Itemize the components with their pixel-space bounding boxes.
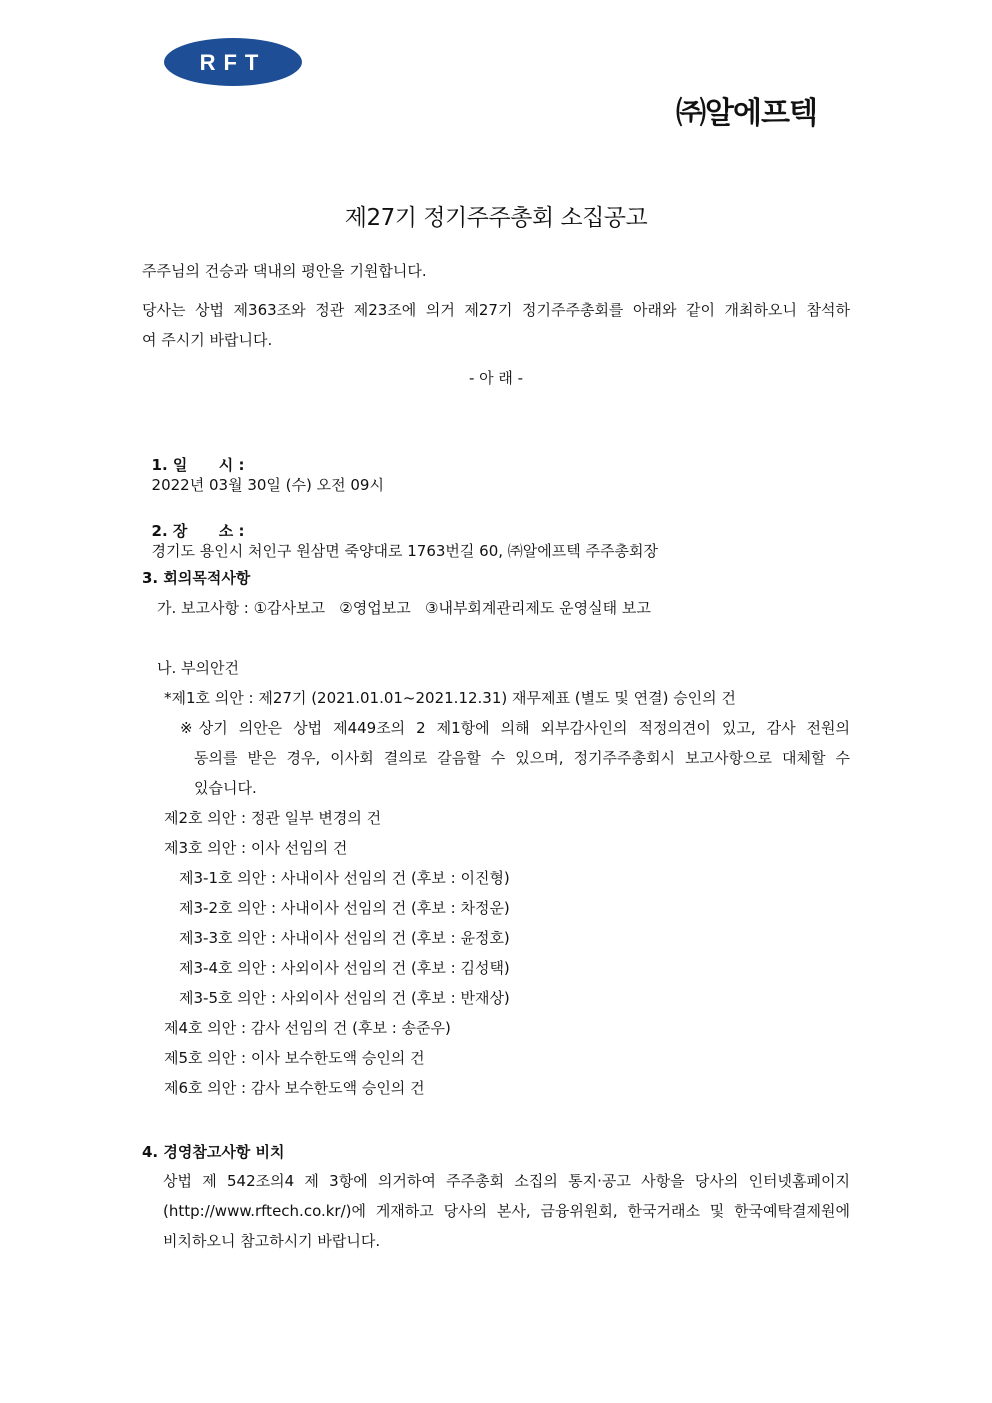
agenda-item-3-4: 제3-4호 의안 : 사외이사 선임의 건 (후보 : 김성택) xyxy=(179,959,510,977)
report-items: 가. 보고사항 : ①감사보고 ②영업보고 ③내부회계관리제도 운영실태 보고 xyxy=(157,599,651,617)
below-marker: - 아 래 - xyxy=(468,369,524,387)
document-title: 제27기 정기주주총회 소집공고 xyxy=(344,205,648,231)
section-1-value: 2022년 03월 30일 (수) 오전 09시 xyxy=(151,476,384,494)
agenda-item-4: 제4호 의안 : 감사 선임의 건 (후보 : 송준우) xyxy=(164,1019,451,1037)
agenda-item-3-5: 제3-5호 의안 : 사외이사 선임의 건 (후보 : 반재상) xyxy=(179,989,510,1007)
section-2-location xyxy=(142,501,658,561)
agenda-item-3-2: 제3-2호 의안 : 사내이사 선임의 건 (후보 : 차정운) xyxy=(179,899,510,917)
section-4-line-3: 비치하오니 참고하시기 바랍니다. xyxy=(163,1232,381,1250)
agenda-item-2: 제2호 의안 : 정관 일부 변경의 건 xyxy=(164,809,382,827)
agenda-note-line-2: 동의를 받은 경우, 이사회 결의로 갈음할 수 있으며, 정기주주총회시 보고사항으로 대체할 수 xyxy=(194,749,850,767)
agenda-note-line-1: ※상기 의안은 상법 제449조의 2 제1항에 의해 외부감사인의 적정의견이 있고, 감사 전원의 xyxy=(180,719,850,737)
agenda-heading: 나. 부의안건 xyxy=(157,659,239,677)
company-name: ㈜알에프텍 xyxy=(676,96,817,131)
agenda-item-6: 제6호 의안 : 감사 보수한도액 승인의 건 xyxy=(164,1079,425,1097)
agenda-item-3-3: 제3-3호 의안 : 사내이사 선임의 건 (후보 : 윤정호) xyxy=(179,929,510,947)
section-4-line-2: (http://www.rftech.co.kr/)에 게재하고 당사의 본사, 금융위원회, 한국거래소 및 한국예탁결제원에 xyxy=(163,1202,850,1220)
section-2-value: 경기도 용인시 처인구 원삼면 죽양대로 1763번길 60, ㈜알에프텍 주주총회장 xyxy=(151,542,658,560)
section-4-line-1: 상법 제 542조의4 제 3항에 의거하여 주주총회 소집의 통지·공고 사항을 당사의 인터넷홈페이지 xyxy=(163,1172,850,1190)
agenda-item-5: 제5호 의안 : 이사 보수한도액 승인의 건 xyxy=(164,1049,425,1067)
intro-line-1: 당사는 상법 제363조와 정관 제23조에 의거 제27기 정기주주총회를 아래와 같이 개최하오니 참석하 xyxy=(142,301,850,319)
logo-text: RFT xyxy=(199,50,267,75)
section-4-heading: 4. 경영참고사항 비치 xyxy=(142,1143,285,1161)
agenda-item-3: 제3호 의안 : 이사 선임의 건 xyxy=(164,839,348,857)
section-1-label: 1. 일 시 : xyxy=(151,456,245,474)
greeting: 주주님의 건승과 댁내의 평안을 기원합니다. xyxy=(142,262,427,280)
section-3-heading: 3. 회의목적사항 xyxy=(142,569,251,587)
rft-logo xyxy=(163,37,303,87)
intro-line-2: 여 주시기 바랍니다. xyxy=(142,331,273,349)
section-1-datetime xyxy=(142,435,384,495)
section-2-label: 2. 장 소 : xyxy=(151,522,245,540)
agenda-item-1: *제1호 의안 : 제27기 (2021.01.01~2021.12.31) 재무제표 (별도 및 연결) 승인의 건 xyxy=(164,689,736,707)
agenda-item-3-1: 제3-1호 의안 : 사내이사 선임의 건 (후보 : 이진형) xyxy=(179,869,510,887)
agenda-note-line-3: 있습니다. xyxy=(194,779,257,797)
